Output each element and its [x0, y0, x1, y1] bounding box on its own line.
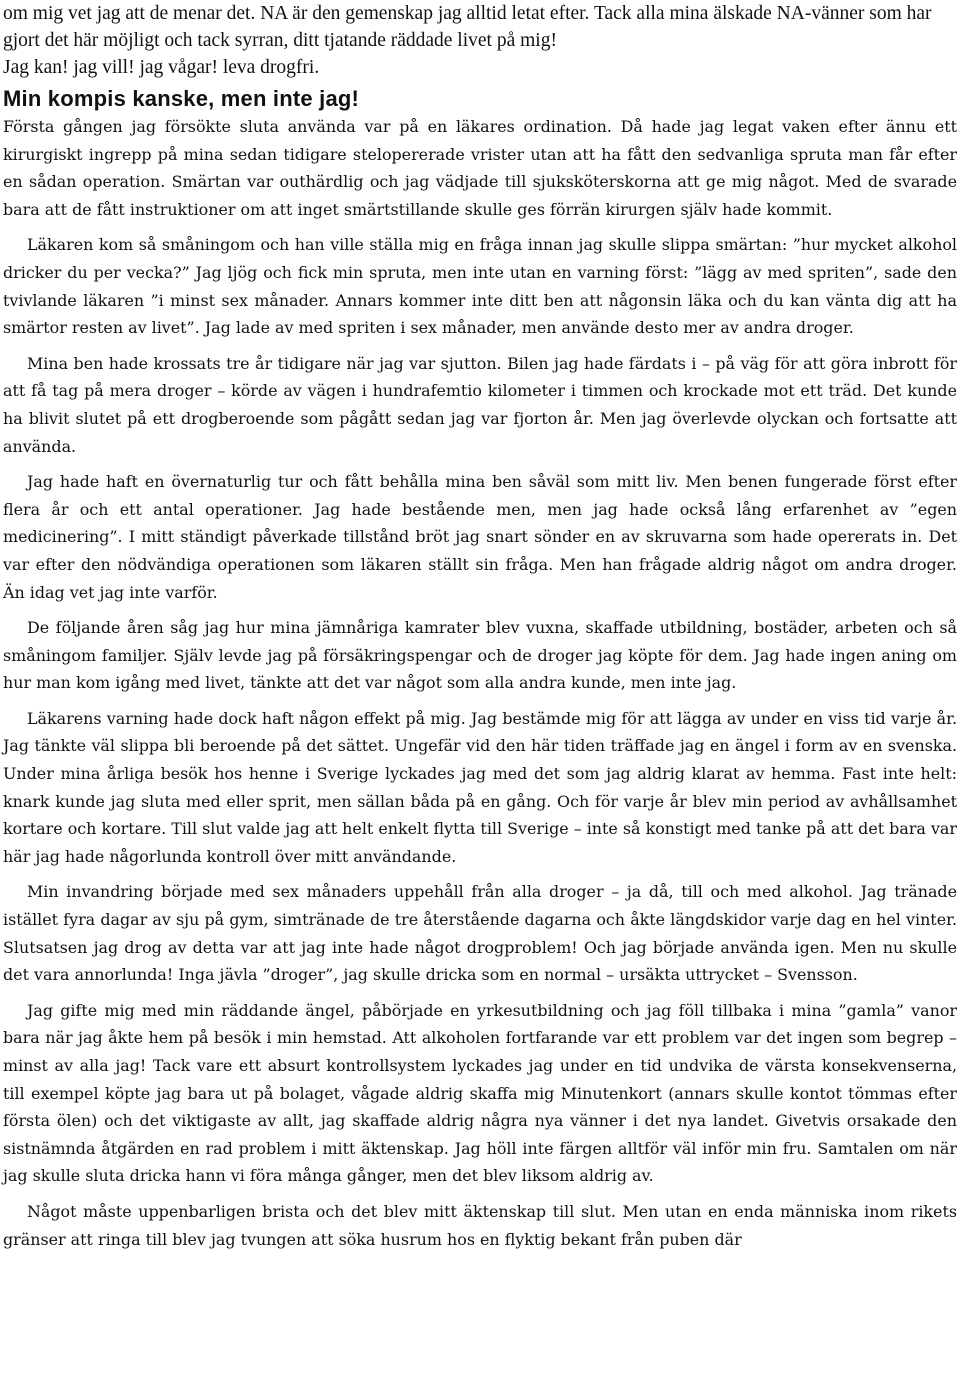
paragraph-5: De följande åren såg jag hur mina jämnåriga kamrater blev vuxna, skaffade utbildning, bostäder, arbeten och så småningom familjer. Själv levde jag på försäkringspengar och de droger jag köpte för dem. Jag hade ingen aning om hur man kom igång med livet, tänkte att det var något som alla andra kunde, men inte jag. — [3, 618, 957, 693]
paragraph-6: Läkarens varning hade dock haft någon effekt på mig. Jag bestämde mig för att lägga av under en viss tid varje år. Jag tänkte väl slippa bli beroende på det sättet. Ungefär vid den här tiden träffade jag en ängel i form av en svenska. Under mina årliga besök hos henne i Sverige lyckades jag med det som jag aldrig klarat av hemma. Fast inte helt: knark kunde jag sluta med eller sprit, men sällan båda på en gång. Och för varje år blev min period av avhållsamhet kortare och kortare. Till slut valde jag att helt enkelt flytta till Sverige – inte så konstigt med tanke på att det bara var här jag hade någorlunda kontroll över mitt användande. — [3, 708, 957, 866]
paragraph-2: Läkaren kom så småningom och han ville ställa mig en fråga innan jag skulle slippa smärtan: ”hur mycket alkohol dricker du per vecka?” Jag ljög och fick min spruta, men inte utan en varning först: ”lägg av med spriten”, sade den tvivlande läkaren ”i minst sex månader. Annars kommer inte ditt ben att någonsin läka och du kan vänta dig att ha smärtor resten av livet”. Jag lade av med spriten i sex månader, men använde desto mer av andra droger. — [3, 235, 957, 338]
section-heading: Min kompis kanske, men inte jag! — [3, 86, 360, 111]
paragraph-9: Något måste uppenbarligen brista och det blev mitt äktenskap till slut. Men utan en enda människa inom rikets gränser att ringa till blev jag tvungen att söka husrum hos en flyktig bekant från puben där — [3, 1201, 957, 1249]
paragraph-4: Jag hade haft en övernaturlig tur och fått behålla mina ben såväl som mitt liv. Men benen fungerade först efter flera år och ett antal operationer. Jag hade bestående men, men jag hade också lång erfarenhet av ”egen medicinering”. I mitt ständigt påverkade tillstånd bröt jag snart sönder en av skruvarna som hade opererats in. Det var efter den nödvändiga operationen som läkaren ställt sin fråga. Men han frågade aldrig något om andra droger. Än idag vet jag inte varför. — [3, 472, 957, 602]
paragraph-1: Första gången jag försökte sluta använda var på en läkares ordination. Då hade jag legat vaken efter ännu ett kirurgiskt ingrepp på mina sedan tidigare stelopererade vrister utan att ha fått den sedvanliga spruta man får efter en sådan operation. Smärtan var outhärdlig och jag vädjade till sjuksköterskorna att ge mig något. Med de svarade bara att de fått instruktioner om att inget smärtstillande skulle ges förrän kirurgen själv hade kommit. — [3, 117, 957, 219]
paragraph-8: Jag gifte mig med min räddande ängel, påbörjade en yrkesutbildning och jag föll tillbaka i mina ”gamla” vanor bara när jag åkte hem på besök i min hemstad. Att alkoholen fortfarande var ett problem var det ingen som begrep – minst av alla jag! Tack vare ett absurt kontrollsystem lyckades jag under en tid undvika de värsta konsekvenserna, till exempel köpte jag bara ut på bolaget, vågade aldrig skaffa mig Minutenkort (annars skulle kontot tömmas efter första ölen) och det viktigaste av allt, jag skaffade aldrig några nya vänner i det nya landet. Givetvis orsakade den sistnämnda åtgärden en rad problem i mitt äktenskap. Jag höll inte färgen alltför väl inför min fru. Samtalen om när jag skulle sluta dricka hann vi föra många gånger, men det blev liksom aldrig av. — [3, 1000, 957, 1186]
intro-affirmation: Jag kan! jag vill! jag vågar! leva drogfri. — [3, 57, 320, 78]
intro-paragraph: om mig vet jag att de menar det. NA är den gemenskap jag alltid letat efter. Tack alla mina älskade NA-vänner som har gjort det här möjligt och tack syrran, ditt tjatande räddade livet på mig! — [3, 3, 932, 51]
paragraph-7: Min invandring började med sex månaders uppehåll från alla droger – ja då, till och med alkohol. Jag tränade istället fyra dagar av sju på gym, simtränade de tre återstående dagarna och åkte längdskidor varje dag en hel vinter. Slutsatsen jag drog av detta var att jag inte hade något drogproblem! Och jag började använda igen. Men nu skulle det vara annorlunda! Inga jävla ”droger”, jag skulle dricka som en normal – ursäkta uttrycket – Svensson. — [3, 882, 957, 985]
paragraph-3: Mina ben hade krossats tre år tidigare när jag var sjutton. Bilen jag hade färdats i – på väg för att göra inbrott för att få tag på mera droger – körde av vägen i hundrafemtio kilometer i timmen och krockade mot ett träd. Det kunde ha blivit slutet på ett drogberoende som pågått sedan jag var fjorton år. Men jag överlevde olyckan och fortsatte att använda. — [3, 353, 957, 456]
document-page — [3, 0, 957, 1253]
